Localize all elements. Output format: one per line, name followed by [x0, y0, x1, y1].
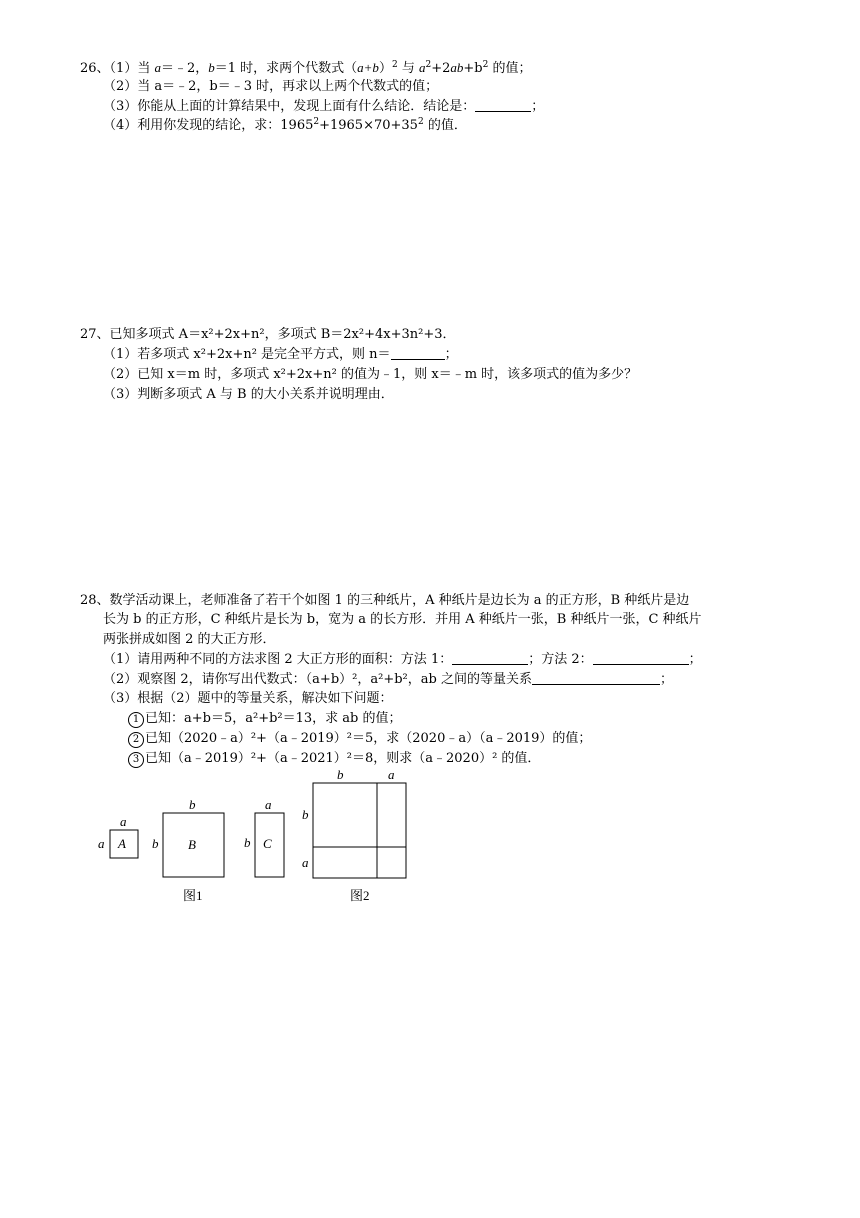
- big-square: [313, 783, 406, 878]
- fig1-caption: 图1: [183, 888, 203, 903]
- q26-part4: （4）利用你发现的结论，求：$1965^2+1965\times 70+35^2$ 的值．: [103, 117, 467, 133]
- q27-intro: 27、已知多项式 A＝x²+2x+n²，多项式 B＝2x²+4x+3n²+3．: [80, 327, 456, 342]
- q28-method2-blank[interactable]: [593, 651, 689, 665]
- q27-part2: （2）已知 x＝m 时，多项式 x²+2x+n² 的值为﹣1，则 x＝﹣m 时，该多项式的值为多少？: [103, 367, 638, 382]
- label-b-top-big: b: [337, 770, 344, 782]
- q28-sub2: 2 已知（2020﹣a）²+（a﹣2019）²＝5，求（2020﹣a）（a﹣2019）的值；: [128, 730, 591, 748]
- q28-part1: （1）请用两种不同的方法求图 2 大正方形的面积：方法 1： ；方法 2： ；: [103, 652, 702, 667]
- q27-number: 27、: [80, 327, 110, 342]
- q27-answer-blank[interactable]: [391, 346, 445, 360]
- label-a-top-A: a: [120, 814, 127, 829]
- q26-answer-blank[interactable]: [475, 98, 531, 112]
- q26-part2: （2）当 a＝﹣2，b＝﹣3 时，再求以上两个代数式的值；: [103, 79, 439, 94]
- q28-part3: （3）根据（2）题中的等量关系，解决如下问题：: [103, 691, 393, 706]
- q28-number: 28、: [80, 593, 110, 608]
- square-b-label: B: [188, 837, 196, 852]
- q28-intro-line2: 长为 b 的正方形，C 种纸片是长为 b，宽为 a 的长方形．并用 A 种纸片一张，B 种纸片一张，C 种纸片: [103, 612, 702, 627]
- label-b-top-B: b: [189, 797, 196, 812]
- q27-part1: （1）若多项式 x²+2x+n² 是完全平方式，则 n＝ ；: [103, 347, 458, 362]
- circled-number-2: 2: [128, 732, 144, 748]
- q28-sub1: 1 已知：a+b＝5，a²+b²＝13，求 ab 的值；: [128, 710, 402, 728]
- label-b-left-C: b: [244, 835, 251, 850]
- label-b-left-B: b: [152, 836, 159, 851]
- label-a-left-A: a: [98, 836, 105, 851]
- label-b-left-big: b: [302, 807, 309, 822]
- circled-number-1: 1: [128, 712, 144, 728]
- circled-number-3: 3: [128, 752, 144, 768]
- q26-number: 26、: [80, 61, 110, 76]
- q26-part3: （3）你能从上面的计算结果中，发现上面有什么结论．结论是： ；: [103, 99, 545, 114]
- square-a-label: A: [118, 836, 126, 851]
- q28-part2: （2）观察图 2，请你写出代数式：（a+b）²，a²+b²，ab 之间的等量关系 ；: [103, 672, 673, 687]
- q28-intro-line3: 两张拼成如图 2 的大正方形．: [103, 632, 276, 647]
- paper-pieces-figure: [0, 770, 860, 920]
- rect-c-label: C: [263, 836, 272, 851]
- label-a-left-big: a: [302, 855, 309, 870]
- q28-intro-line1: 28、数学活动课上，老师准备了若干个如图 1 的三种纸片，A 种纸片是边长为 a 的正方形，B 种纸片是边: [80, 593, 690, 608]
- fig2-caption: 图2: [350, 888, 370, 903]
- q28-method1-blank[interactable]: [452, 651, 528, 665]
- q28-sub3: 3 已知（a﹣2019）²+（a﹣2021）²＝8，则求（a﹣2020）² 的值．: [128, 750, 540, 768]
- q27-part3: （3）判断多项式 A 与 B 的大小关系并说明理由．: [103, 387, 394, 402]
- q28-relation-blank[interactable]: [532, 671, 660, 685]
- label-a-top-big: a: [388, 770, 395, 782]
- q26-line1: 26、（1）当 a＝﹣2，b＝1 时，求两个代数式$(a+b)^2$ 与 $a^2+2ab+b^2$ 的值；: [80, 60, 532, 76]
- label-a-top-C: a: [265, 797, 272, 812]
